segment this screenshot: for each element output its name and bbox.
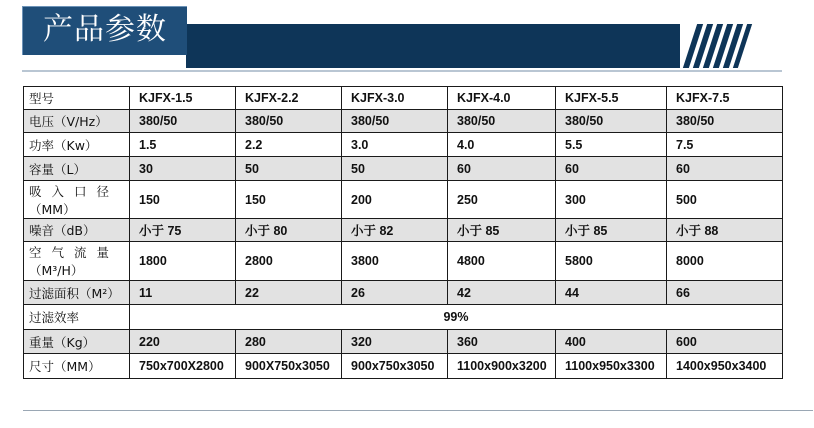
row-label: 过滤面积（M²）: [24, 281, 130, 305]
row-label-line: 空气流量: [29, 245, 120, 260]
value-cell: 600: [667, 330, 783, 354]
bottom-divider: [23, 410, 813, 411]
table-row: [24, 242, 783, 281]
value-cell: 5.5: [556, 133, 667, 157]
table-row: [24, 354, 783, 379]
value-cell: 500: [667, 181, 783, 219]
value-cell: 50: [342, 157, 448, 181]
value-cell: 1.5: [130, 133, 236, 157]
value-cell: KJFX-4.0: [448, 87, 556, 110]
row-label: 电压（V/Hz）: [24, 110, 130, 133]
value-cell: 380/50: [556, 110, 667, 133]
value-cell: 150: [130, 181, 236, 219]
value-cell: 1400x950x3400: [667, 354, 783, 379]
value-cell: 380/50: [448, 110, 556, 133]
table-row: [24, 133, 783, 157]
value-cell: 380/50: [130, 110, 236, 133]
value-cell: KJFX-2.2: [236, 87, 342, 110]
row-label: 过滤效率: [24, 305, 130, 330]
value-cell: 1100x950x3300: [556, 354, 667, 379]
value-cell: 250: [448, 181, 556, 219]
value-cell: 小于 80: [236, 219, 342, 242]
value-cell: 750x700X2800: [130, 354, 236, 379]
row-label: 尺寸（MM）: [24, 354, 130, 379]
value-cell: 360: [448, 330, 556, 354]
value-cell: 150: [236, 181, 342, 219]
value-cell: 380/50: [236, 110, 342, 133]
merged-value-cell: 99%: [130, 305, 783, 330]
value-cell: 50: [236, 157, 342, 181]
value-cell: 26: [342, 281, 448, 305]
row-label: [24, 181, 130, 219]
value-cell: 30: [130, 157, 236, 181]
value-cell: 4.0: [448, 133, 556, 157]
banner-divider: [22, 70, 782, 72]
title-box: [22, 6, 187, 55]
row-label-unit: （M³/H）: [29, 263, 84, 278]
value-cell: 900x750x3050: [342, 354, 448, 379]
row-label: 重量（Kg）: [24, 330, 130, 354]
table-row: [24, 110, 783, 133]
table-row: [24, 157, 783, 181]
value-cell: 3800: [342, 242, 448, 281]
table-row: [24, 281, 783, 305]
row-label: 功率（Kw）: [24, 133, 130, 157]
value-cell: 5800: [556, 242, 667, 281]
table-row: [24, 219, 783, 242]
value-cell: 380/50: [342, 110, 448, 133]
row-label-line: 吸入口径: [29, 183, 120, 199]
value-cell: 4800: [448, 242, 556, 281]
value-cell: 2800: [236, 242, 342, 281]
value-cell: 1100x900x3200: [448, 354, 556, 379]
value-cell: KJFX-7.5: [667, 87, 783, 110]
value-cell: 小于 85: [448, 219, 556, 242]
value-cell: 7.5: [667, 133, 783, 157]
value-cell: 380/50: [667, 110, 783, 133]
row-label: 噪音（dB）: [24, 219, 130, 242]
value-cell: 11: [130, 281, 236, 305]
value-cell: 60: [448, 157, 556, 181]
table-row: [24, 181, 783, 219]
spec-table: [23, 86, 783, 379]
value-cell: 小于 82: [342, 219, 448, 242]
value-cell: 220: [130, 330, 236, 354]
row-label: 型号: [24, 87, 130, 110]
value-cell: KJFX-1.5: [130, 87, 236, 110]
value-cell: 小于 85: [556, 219, 667, 242]
value-cell: KJFX-3.0: [342, 87, 448, 110]
value-cell: 280: [236, 330, 342, 354]
table-row: [24, 87, 783, 110]
table-row: [24, 330, 783, 354]
value-cell: 22: [236, 281, 342, 305]
value-cell: 44: [556, 281, 667, 305]
value-cell: 300: [556, 181, 667, 219]
header-banner: [0, 0, 814, 80]
value-cell: 60: [556, 157, 667, 181]
value-cell: 66: [667, 281, 783, 305]
table-row: [24, 305, 783, 330]
value-cell: KJFX-5.5: [556, 87, 667, 110]
page-title: 产品参数: [43, 12, 167, 47]
banner-bar: [186, 24, 680, 68]
value-cell: 900X750x3050: [236, 354, 342, 379]
value-cell: 200: [342, 181, 448, 219]
value-cell: 小于 75: [130, 219, 236, 242]
value-cell: 42: [448, 281, 556, 305]
row-label-unit: （MM）: [29, 201, 76, 217]
value-cell: 8000: [667, 242, 783, 281]
value-cell: 320: [342, 330, 448, 354]
value-cell: 60: [667, 157, 783, 181]
row-label: [24, 242, 130, 281]
value-cell: 3.0: [342, 133, 448, 157]
value-cell: 1800: [130, 242, 236, 281]
value-cell: 2.2: [236, 133, 342, 157]
row-label: 容量（L）: [24, 157, 130, 181]
value-cell: 400: [556, 330, 667, 354]
value-cell: 小于 88: [667, 219, 783, 242]
